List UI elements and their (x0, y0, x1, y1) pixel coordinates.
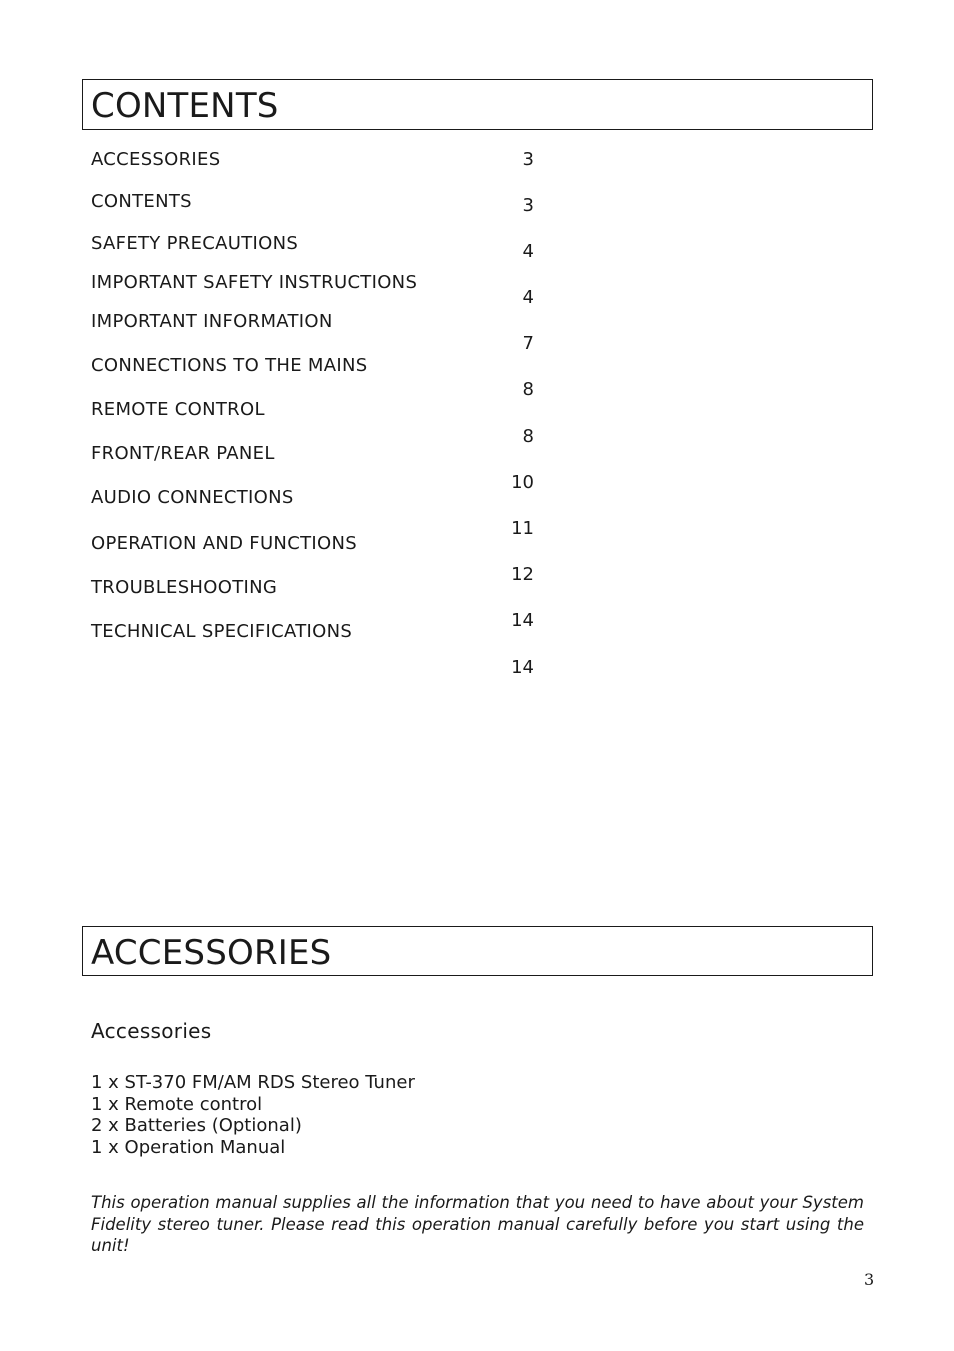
toc-page-number: 7 (522, 333, 534, 354)
accessories-title: ACCESSORIES (91, 933, 332, 973)
toc-label: TECHNICAL SPECIFICATIONS (91, 621, 353, 642)
toc-page-number: 3 (522, 195, 534, 216)
list-item: 1 x Remote control (91, 1093, 263, 1115)
toc-page-number: 8 (522, 379, 534, 400)
toc-label: CONTENTS (91, 191, 192, 212)
toc-label: CONNECTIONS TO THE MAINS (91, 355, 368, 376)
contents-header-box (82, 79, 873, 130)
list-item: 2 x Batteries (Optional) (91, 1115, 302, 1136)
toc-page-number: 14 (511, 657, 534, 678)
accessories-header-box (82, 926, 873, 976)
toc-page-number: 11 (511, 518, 534, 539)
contents-title: CONTENTS (91, 86, 279, 126)
toc-page-number: 3 (522, 149, 534, 170)
toc-page-number: 10 (511, 472, 534, 493)
toc-label: AUDIO CONNECTIONS (91, 487, 294, 508)
toc-label: IMPORTANT SAFETY INSTRUCTIONS (91, 272, 418, 293)
toc-page-number: 8 (522, 426, 534, 447)
toc-page-number: 14 (511, 610, 534, 631)
toc-label: SAFETY PRECAUTIONS (91, 233, 299, 254)
toc-label: IMPORTANT INFORMATION (91, 311, 333, 332)
accessories-subheading: Accessories (91, 1019, 212, 1043)
toc-label: TROUBLESHOOTING (91, 577, 278, 598)
toc-label: OPERATION AND FUNCTIONS (91, 533, 357, 554)
toc-page-number: 4 (522, 241, 534, 262)
manual-note: This operation manual supplies all the information that you need to have about your System Fidelity stereo tuner. Please read this operation manual carefully before you start using the unit! (91, 1193, 864, 1255)
accessories-list (91, 1072, 415, 1158)
list-item: 1 x ST-370 FM/AM RDS Stereo Tuner (91, 1072, 415, 1093)
toc-page-number: 4 (522, 287, 534, 308)
toc-label: REMOTE CONTROL (91, 399, 265, 420)
toc-label: ACCESSORIES (91, 149, 221, 170)
toc-page-number: 12 (511, 564, 534, 585)
page-number: 3 (864, 1270, 875, 1289)
list-item: 1 x Operation Manual (91, 1136, 286, 1158)
toc-label: FRONT/REAR PANEL (91, 443, 275, 464)
